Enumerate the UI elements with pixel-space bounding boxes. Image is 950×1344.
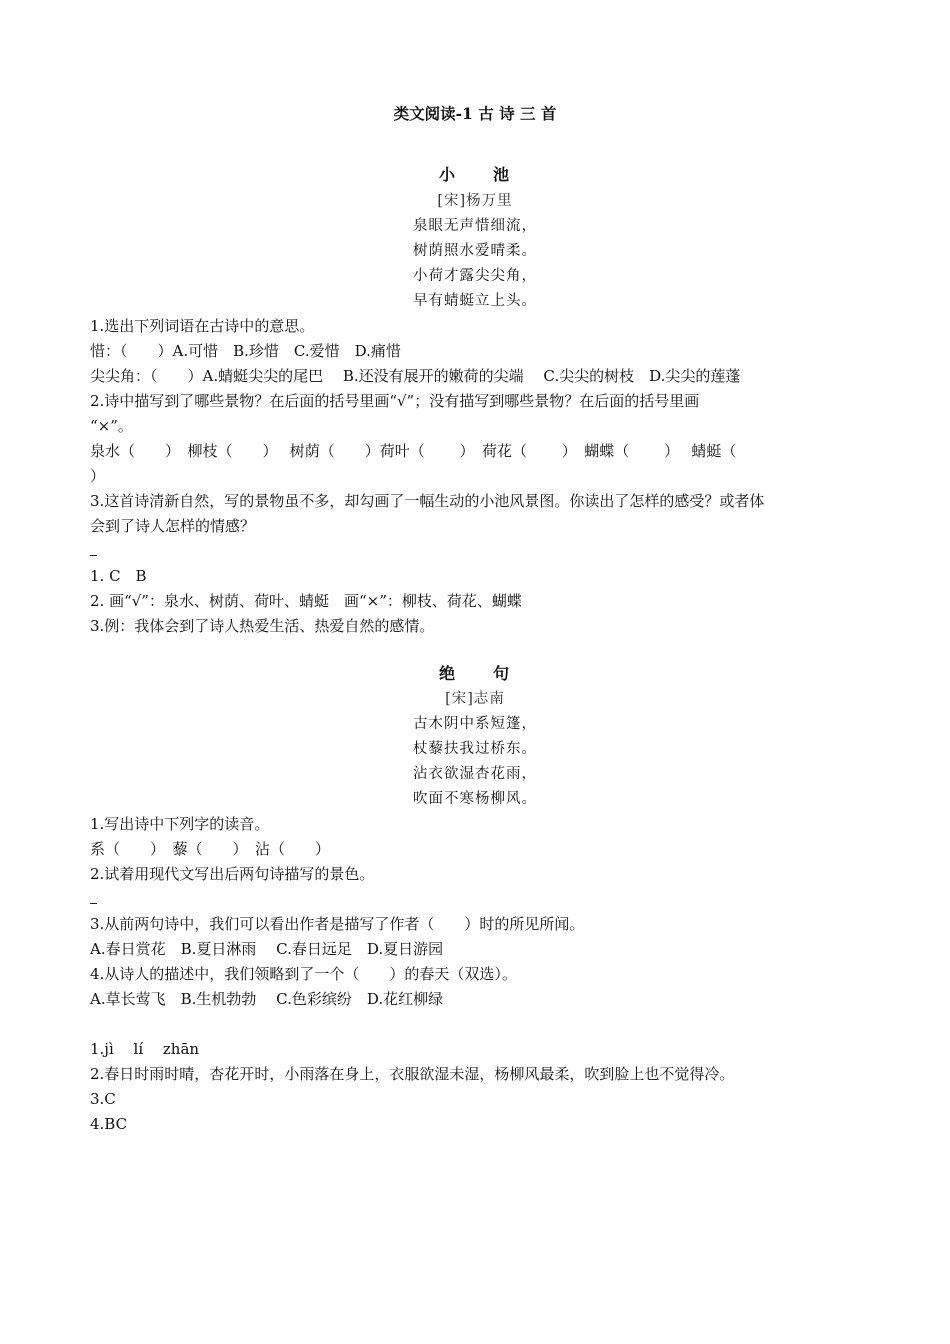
poem2-question-4-options: A.草长莺飞 B.生机勃勃 C.色彩缤纷 D.花红柳绿 (90, 990, 444, 1008)
poem1-answer-3: 3.例：我体会到了诗人热爱生活、热爱自然的感情。 (90, 617, 435, 635)
poem1-question-1: 1.选出下列词语在古诗中的意思。 (90, 317, 315, 335)
poem1-answer-2: 2. 画“√”：泉水、树荫、荷叶、蜻蜓 画“×”：柳枝、荷花、蝴蝶 (90, 592, 522, 610)
poem2-answer-3: 3.C (90, 1090, 116, 1108)
poem2-line-4: 吹面不寒杨柳风。 (413, 791, 537, 807)
poem1-question-3-line1: 3.这首诗清新自然，写的景物虽不多，却勾画了一幅生动的小池风景图。你读出了怎样的感受？或者体 (90, 492, 765, 510)
poem1-question-2-items-line2: ） (90, 467, 106, 485)
document-title: 类文阅读-1 古 诗 三 首 (393, 104, 557, 123)
answer-blank-line (90, 555, 97, 556)
poem2-question-4: 4.从诗人的描述中，我们领略到了一个（ ）的春天（双选）。 (90, 965, 517, 983)
poem2-question-1: 1.写出诗中下列字的读音。 (90, 815, 270, 833)
poem2-question-3: 3.从前两句诗中，我们可以看出作者是描写了作者（ ）时的所见所闻。 (90, 915, 585, 933)
poem2-answer-2: 2.春日时雨时晴，杏花开时，小雨落在身上，衣服欲湿未湿，杨柳风最柔，吹到脸上也不觉得冷。 (90, 1065, 735, 1083)
poem2-author: [宋]志南 (445, 691, 505, 707)
poem1-question-1b: 尖尖角：（ ）A.蜻蜓尖尖的尾巴 B.还没有展开的嫩荷的尖端 C.尖尖的树枝 D.尖尖的莲蓬 (90, 367, 741, 385)
poem2-line-2: 杖藜扶我过桥东。 (413, 741, 537, 757)
poem1-question-3-line2: 会到了诗人怎样的情感？ (90, 517, 256, 535)
poem2-answer-1: 1.jì lí zhān (90, 1040, 200, 1058)
poem2-line-1: 古木阴中系短篷， (413, 716, 537, 732)
poem1-question-2-line2: “×”。 (90, 417, 133, 435)
poem2-question-2: 2.试着用现代文写出后两句诗描写的景色。 (90, 865, 375, 883)
answer-blank-line (90, 903, 97, 904)
poem1-question-1a: 惜：（ ）A.可惜 B.珍惜 C.爱惜 D.痛惜 (90, 342, 401, 360)
poem1-author: [宋]杨万里 (437, 193, 513, 209)
poem2-question-1a: 系（ ） 藜（ ） 沾（ ） (90, 840, 331, 858)
poem1-question-2-items-line1: 泉水（ ） 柳枝（ ） 树荫（ ）荷叶（ ） 荷花（ ） 蝴蝶（ ） 蜻蜓（ (90, 442, 737, 460)
poem2-question-3-options: A.春日赏花 B.夏日淋雨 C.春日远足 D.夏日游园 (90, 940, 444, 958)
poem1-line-3: 小荷才露尖尖角， (413, 268, 537, 284)
poem1-line-4: 早有蜻蜓立上头。 (413, 293, 537, 309)
poem1-question-2-line1: 2.诗中描写到了哪些景物？在后面的括号里画“√”；没有描写到哪些景物？在后面的括号里画 (90, 392, 700, 410)
poem2-answer-4: 4.BC (90, 1115, 128, 1133)
poem2-title: 绝 句 (438, 664, 511, 683)
poem1-line-1: 泉眼无声惜细流， (413, 218, 537, 234)
poem1-title: 小 池 (438, 165, 511, 184)
poem1-answer-1: 1. C B (90, 567, 147, 585)
poem1-line-2: 树荫照水爱晴柔。 (413, 243, 537, 259)
poem2-line-3: 沾衣欲湿杏花雨， (413, 766, 537, 782)
